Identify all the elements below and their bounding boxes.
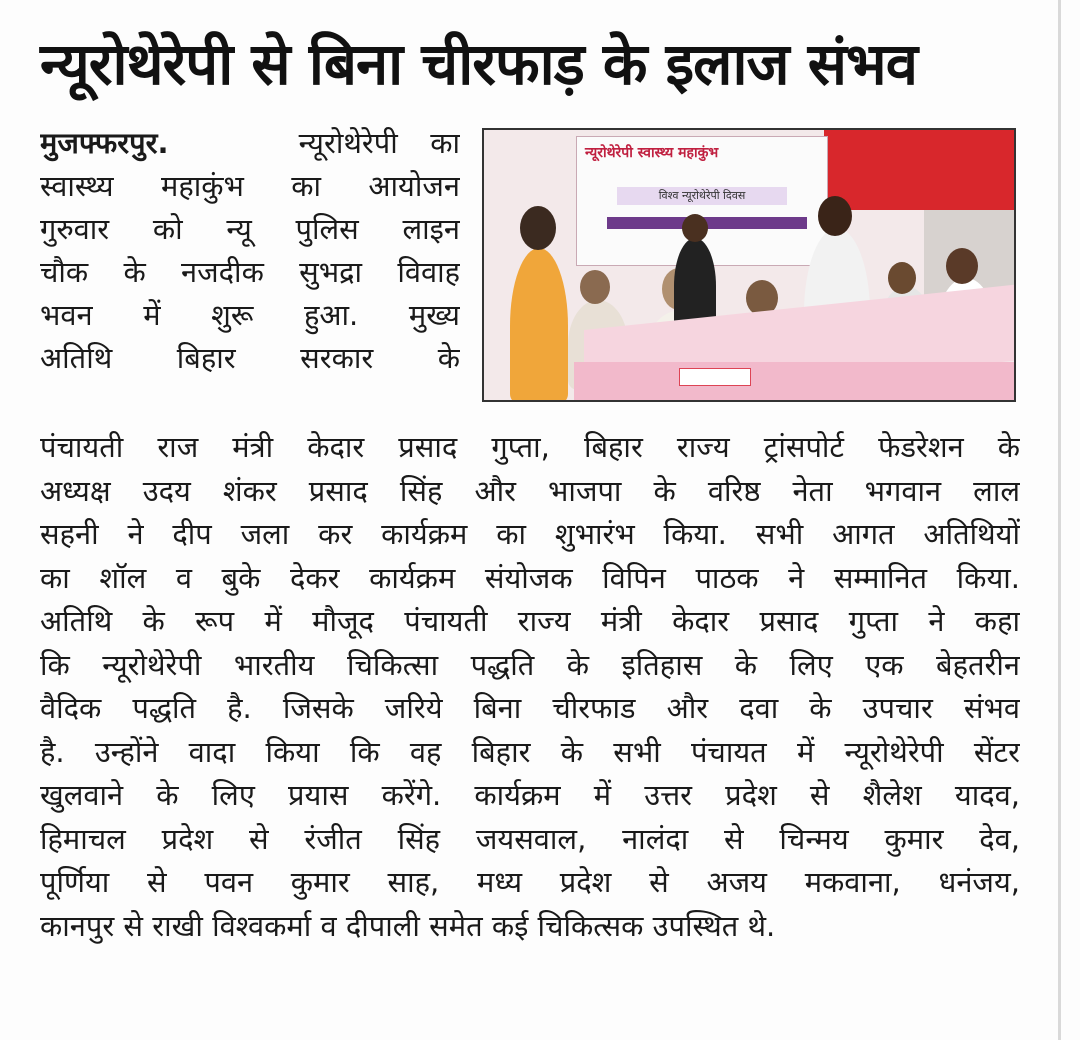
body-line-8: है. उन्होंने वादा किया कि वह बिहार के सभी पंचायत में न्यूरोथेरेपी सेंटर <box>40 734 1020 769</box>
intro-line-6: अतिथि बिहार सरकार के <box>40 341 460 375</box>
body-line-11: पूर्णिया से पवन कुमार साह, मध्य प्रदेश से अजय मकवाना, धनंजय, <box>40 865 1020 899</box>
body-line-7: वैदिक पद्धति है. जिसके जरिये बिना चीरफाड और दवा के उपचार संभव <box>40 691 1020 725</box>
body-line-10: हिमाचल प्रदेश से रंजीत सिंह जयसवाल, नालंदा से चिन्मय कुमार देव, <box>40 821 1020 856</box>
body-line-12: कानपुर से राखी विश्वकर्मा व दीपाली समेत कई चिकित्सक उपस्थित थे. <box>40 908 776 943</box>
person-standing-right-head <box>818 196 852 236</box>
intro-line-4: चौक के नजदीक सुभद्रा विवाह <box>40 255 460 289</box>
table-name-card <box>679 368 751 386</box>
intro-column <box>40 122 460 380</box>
intro-line-5: भवन में शुरू हुआ. मुख्य <box>40 298 460 332</box>
person-seated-4-head <box>888 262 916 294</box>
headline: न्यूरोथेरेपी से बिना चीरफाड़ के इलाज संभव <box>40 30 917 98</box>
body-line-4: का शॉल व बुके देकर कार्यक्रम संयोजक विपिन पाठक ने सम्मानित किया. <box>40 560 1020 595</box>
person-standing-left-head <box>520 206 556 250</box>
intro-line-2: स्वास्थ्य महाकुंभ का आयोजन <box>40 169 460 203</box>
person-standing-left <box>510 248 568 402</box>
banner-title: न्यूरोथेरेपी स्वास्थ्य महाकुंभ <box>585 145 719 161</box>
body-line-5: अतिथि के रूप में मौजूद पंचायती राज्य मंत्री केदार प्रसाद गुप्ता ने कहा <box>40 604 1020 638</box>
article-body <box>40 426 1020 948</box>
red-banner-backdrop <box>824 130 1016 210</box>
body-line-2: अध्यक्ष उदय शंकर प्रसाद सिंह और भाजपा के वरिष्ठ नेता भगवान लाल <box>40 473 1020 508</box>
cropped-previous-line <box>40 0 800 10</box>
dateline-place: मुजफ्फरपुर. <box>40 126 169 160</box>
person-seated-1-head <box>580 270 610 304</box>
event-photo <box>482 128 1016 402</box>
body-line-3: सहनी ने दीप जला कर कार्यक्रम का शुभारंभ किया. सभी आगत अतिथियों <box>40 517 1020 551</box>
stage-table-front <box>574 362 1016 402</box>
intro-line-1-text: न्यूरोथेरेपी का <box>298 126 460 160</box>
banner-subtitle: विश्व न्यूरोथेरेपी दिवस <box>617 187 787 205</box>
body-line-9: खुलवाने के लिए प्रयास करेंगे. कार्यक्रम में उत्तर प्रदेश से शैलेश यादव, <box>40 778 1020 812</box>
body-line-1: पंचायती राज मंत्री केदार प्रसाद गुप्ता, बिहार राज्य ट्रांसपोर्ट फेडरेशन के <box>40 430 1020 464</box>
page-edge <box>1058 0 1061 1040</box>
body-line-6: कि न्यूरोथेरेपी भारतीय चिकित्सा पद्धति के इतिहास के लिए एक बेहतरीन <box>40 647 1020 682</box>
intro-line-3: गुरुवार को न्यू पुलिस लाइन <box>40 212 460 246</box>
intro-line-1 <box>40 122 460 165</box>
person-seated-5-head <box>946 248 978 284</box>
person-standing-back-head <box>682 214 708 242</box>
